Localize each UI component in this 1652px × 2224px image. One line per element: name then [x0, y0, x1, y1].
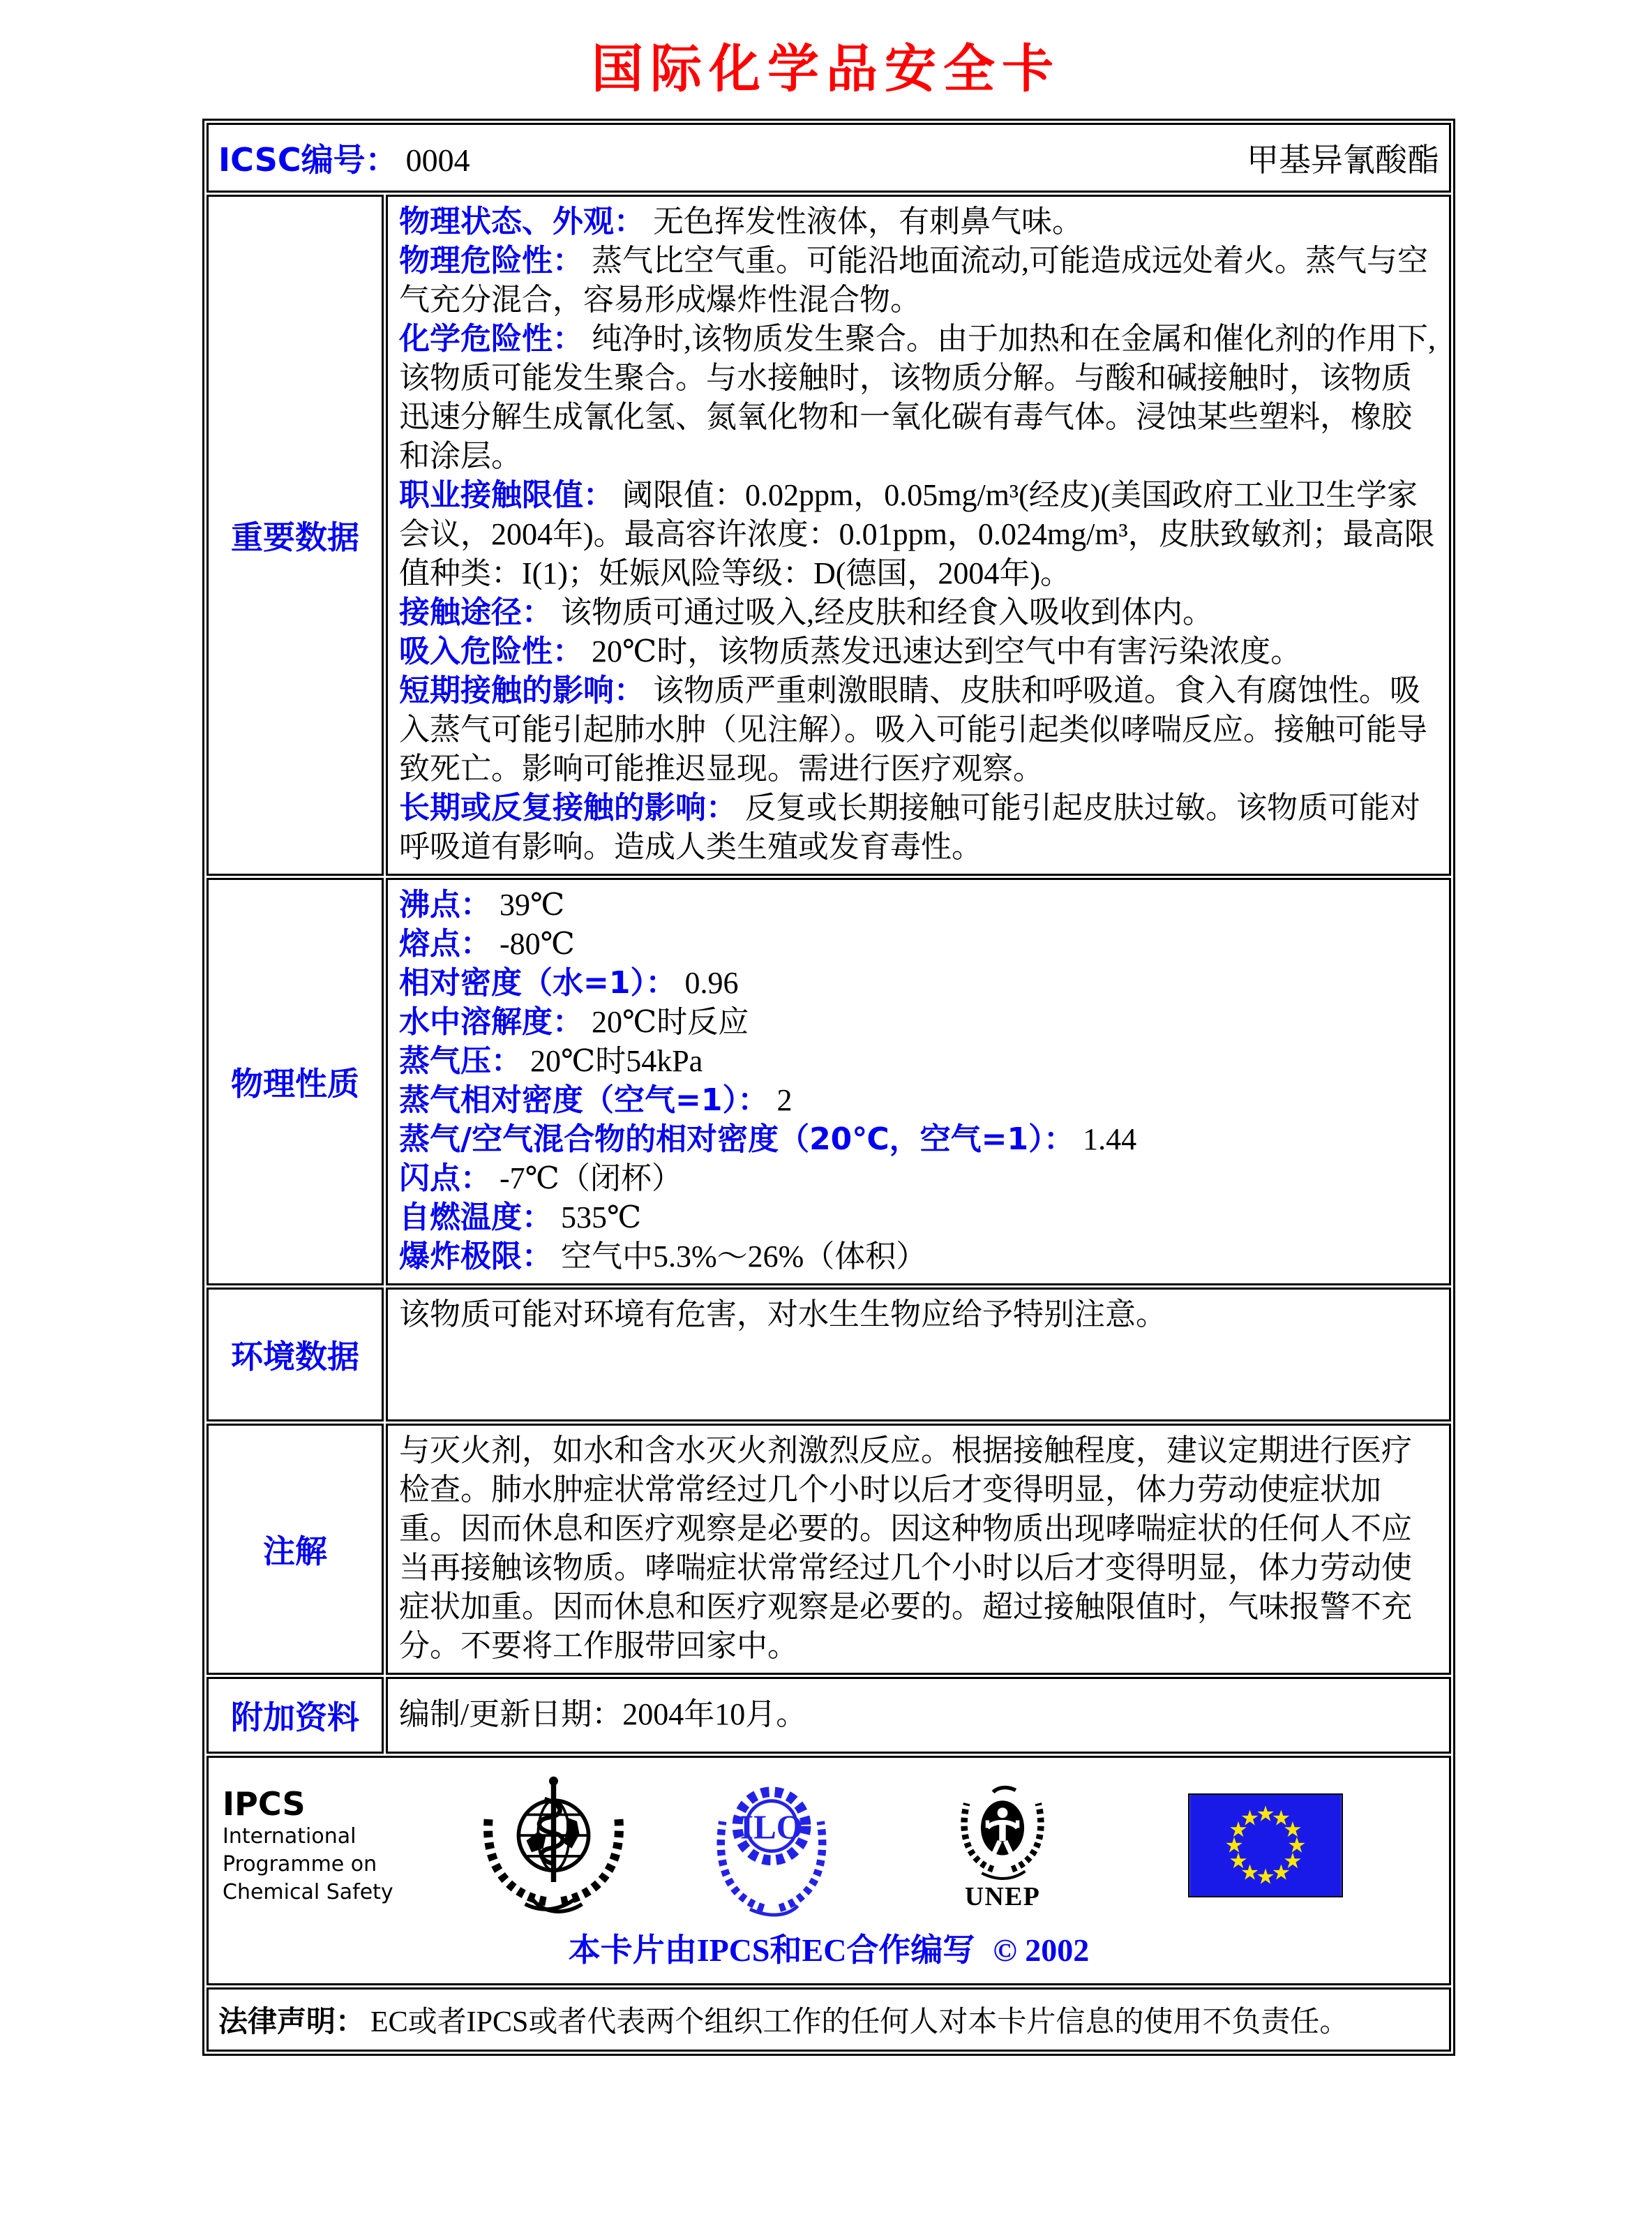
physical-property-line-label: 水中溶解度： — [399, 1004, 583, 1040]
physical-properties-label-cell — [206, 878, 384, 1285]
eu-star-icon: ★ — [1240, 1806, 1260, 1830]
important-data-row — [206, 195, 1451, 876]
important-data-paragraph-text: 纯净时,该物质发生聚合。由于加热和在金属和催化剂的作用下,该物质可能发生聚合。与水接触时，该物质分解。与酸和碱接触时，该物质迅速分解生成氰化氢、氮氧化物和一氧化碳有毒气体。浸蚀某些塑料，橡胶和涂层。 — [399, 322, 1436, 473]
important-data-paragraph-label: 长期或反复接触的影响： — [399, 790, 737, 826]
legal-row — [206, 1987, 1451, 2052]
eu-star-icon: ★ — [1283, 1849, 1302, 1874]
logos-strip — [216, 1769, 1442, 1922]
physical-property-line — [399, 925, 1439, 964]
section-label-environmental-data: 环境数据 — [231, 1338, 359, 1375]
physical-property-line-label: 闪点： — [399, 1160, 491, 1196]
physical-property-line-text: 1.44 — [1083, 1122, 1137, 1156]
important-data-paragraph-label: 物理危险性： — [399, 243, 583, 278]
important-data-paragraph-text: 反复或长期接触可能引起皮肤过敏。该物质可能对呼吸道有影响。造成人类生殖或发育毒性。 — [399, 791, 1420, 864]
important-data-paragraph-label: 化学危险性： — [399, 321, 583, 357]
ipcs-acronym: IPCS — [223, 1784, 306, 1823]
important-data-paragraph — [399, 789, 1439, 867]
unep-emblem-icon — [946, 1779, 1059, 1913]
icsc-card-table — [202, 119, 1455, 2056]
physical-property-line-text: 2 — [776, 1083, 793, 1117]
eu-star-icon: ★ — [1271, 1860, 1291, 1885]
notes-row — [206, 1424, 1451, 1675]
important-data-label-cell — [206, 195, 384, 876]
footer-caption-row — [216, 1925, 1442, 1971]
physical-property-line-label: 自燃温度： — [399, 1200, 553, 1235]
section-label-notes: 注解 — [263, 1532, 327, 1570]
important-data-paragraph-label: 吸入危险性： — [399, 634, 583, 669]
physical-property-line-text: 空气中5.3%～26%（体积） — [561, 1239, 927, 1274]
notes-label-cell — [206, 1424, 384, 1675]
physical-property-line-text: 0.96 — [684, 966, 739, 1000]
logos-cell — [206, 1756, 1451, 1985]
legal-notice-label: 法律声明： — [218, 2004, 366, 2038]
important-data-paragraph — [399, 202, 1439, 241]
physical-property-line-text: -7℃（闭杯） — [500, 1161, 682, 1195]
environmental-data-row — [206, 1288, 1451, 1421]
important-data-paragraph-text: 无色挥发性液体，有刺鼻气味。 — [653, 204, 1083, 239]
physical-property-line-label: 沸点： — [399, 887, 491, 923]
physical-property-line-text: 535℃ — [561, 1200, 642, 1234]
ipcs-line-2: Programme on — [223, 1851, 377, 1876]
legal-cell — [206, 1987, 1451, 2052]
section-label-important-data: 重要数据 — [231, 518, 359, 556]
important-data-paragraph — [399, 671, 1439, 789]
who-emblem-icon — [468, 1773, 639, 1918]
page-title: 国际化学品安全卡 — [592, 41, 1060, 98]
icsc-number-label: ICSC编号： — [218, 141, 398, 179]
physical-property-line — [399, 1003, 1439, 1042]
eu-star-icon: ★ — [1229, 1849, 1248, 1874]
environmental-data-label-cell — [206, 1288, 384, 1421]
important-data-paragraph-text: 该物质严重刺激眼睛、皮肤和呼吸道。食入有腐蚀性。吸入蒸气可能引起肺水肿（见注解）。吸入可能引起类似哮喘反应。接触可能导致死亡。影响可能推迟显现。需进行医疗观察。 — [399, 673, 1427, 786]
important-data-paragraph — [399, 632, 1439, 671]
footer-copyright: © 2002 — [993, 1932, 1090, 1968]
physical-property-line-label: 爆炸极限： — [399, 1239, 553, 1274]
physical-property-line — [399, 1120, 1439, 1159]
ipcs-line-1: International — [223, 1823, 356, 1849]
physical-property-line-text: 39℃ — [500, 888, 565, 922]
additional-info-content: 编制/更新日期：2004年10月。 — [386, 1677, 1451, 1754]
physical-property-line — [399, 1159, 1439, 1198]
eu-star-icon: ★ — [1271, 1806, 1291, 1830]
ilo-emblem-icon — [709, 1769, 834, 1922]
important-data-paragraph-text: 该物质可通过吸入,经皮肤和经食入吸收到体内。 — [561, 595, 1213, 629]
section-label-physical-properties: 物理性质 — [231, 1065, 359, 1103]
eu-star-icon: ★ — [1287, 1833, 1307, 1858]
physical-properties-row — [206, 878, 1451, 1285]
eu-star-icon: ★ — [1240, 1860, 1260, 1885]
header-cell — [206, 123, 1451, 193]
important-data-paragraph — [399, 320, 1439, 476]
unep-logo-text: UNEP — [964, 1881, 1041, 1911]
physical-property-line — [399, 1081, 1439, 1120]
eu-star-icon: ★ — [1229, 1818, 1248, 1842]
section-label-additional-info: 附加资料 — [231, 1699, 359, 1736]
important-data-paragraph — [399, 476, 1439, 593]
ipcs-line-3: Chemical Safety — [223, 1879, 393, 1904]
icsc-number-value: 0004 — [405, 142, 470, 178]
physical-property-line-label: 熔点： — [399, 926, 491, 962]
physical-property-line-text: -80℃ — [500, 927, 575, 961]
header-row — [206, 123, 1451, 193]
notes-content: 与灭火剂，如水和含水灭火剂激烈反应。根据接触程度，建议定期进行医疗检查。肺水肿症状常常经过几个小时以后才变得明显，体力劳动使症状加重。因而休息和医疗观察是必要的。因这种物质出现哮喘症状的任何人不应当再接触该物质。哮喘症状常常经过几个小时以后才变得明显，体力劳动使症状加重。因而休息和医疗观察是必要的。超过接触限值时，气味报警不充分。不要将工作服带回家中。 — [386, 1424, 1451, 1675]
physical-property-line — [399, 1198, 1439, 1237]
physical-property-line-label: 相对密度（水=1）： — [399, 965, 677, 1001]
chemical-name: 甲基异氰酸酯 — [1247, 142, 1439, 178]
eu-star-icon: ★ — [1256, 1865, 1275, 1889]
important-data-paragraph-text: 阈限值：0.02ppm，0.05mg/m³(经皮)(美国政府工业卫生学家会议，2004年)。最高容许浓度：0.01ppm，0.024mg/m³，皮肤致敏剂；最高限值种类：I(1)；妊娠风险等级：D(德国，2004年)。 — [399, 478, 1435, 590]
eu-flag-icon — [1188, 1793, 1343, 1897]
additional-info-row — [206, 1677, 1451, 1754]
physical-property-line-label: 蒸气压： — [399, 1043, 522, 1079]
ilo-logo-text: ILO — [740, 1807, 803, 1846]
physical-property-line-label: 蒸气相对密度（空气=1）： — [399, 1082, 769, 1118]
icsc-number-group — [218, 135, 470, 181]
physical-property-line — [399, 964, 1439, 1003]
eu-star-icon: ★ — [1224, 1833, 1244, 1858]
important-data-paragraph-label: 接触途径： — [399, 595, 553, 630]
physical-properties-content — [386, 878, 1451, 1285]
physical-property-line-label: 蒸气/空气混合物的相对密度（20℃，空气=1）： — [399, 1121, 1075, 1157]
important-data-paragraph-text: 蒸气比空气重。可能沿地面流动,可能造成远处着火。蒸气与空气充分混合，容易形成爆炸性混合物。 — [399, 244, 1428, 317]
footer-caption: 本卡片由IPCS和EC合作编写 — [568, 1932, 975, 1968]
physical-property-line — [399, 1042, 1439, 1081]
important-data-paragraph — [399, 241, 1439, 320]
legal-notice-text: EC或者IPCS或者代表两个组织工作的任何人对本卡片信息的使用不负责任。 — [370, 2006, 1349, 2038]
important-data-paragraph-label: 物理状态、外观： — [399, 204, 645, 239]
physical-property-line-text: 20℃时反应 — [592, 1005, 749, 1039]
eu-star-icon: ★ — [1256, 1802, 1275, 1826]
important-data-paragraph — [399, 593, 1439, 632]
additional-info-label-cell — [206, 1677, 384, 1754]
important-data-paragraph-text: 20℃时，该物质蒸发迅速达到空气中有害污染浓度。 — [592, 634, 1302, 669]
ipcs-text-block — [223, 1785, 412, 1906]
environmental-data-content: 该物质可能对环境有危害，对水生生物应给予特别注意。 — [386, 1288, 1451, 1421]
important-data-paragraph-label: 职业接触限值： — [399, 477, 614, 513]
logos-row — [206, 1756, 1451, 1985]
physical-property-line-text: 20℃时54kPa — [530, 1044, 703, 1078]
important-data-content — [386, 195, 1451, 876]
eu-star-icon: ★ — [1283, 1818, 1302, 1842]
physical-property-line — [399, 1237, 1439, 1276]
physical-property-line — [399, 886, 1439, 925]
important-data-paragraph-label: 短期接触的影响： — [399, 673, 645, 708]
